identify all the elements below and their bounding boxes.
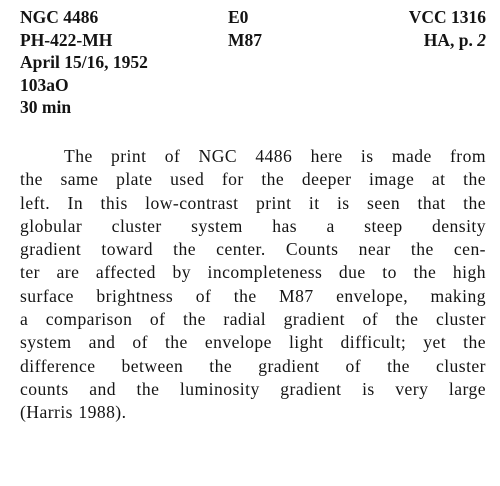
morphological-type: E0 xyxy=(228,7,249,27)
paragraph-line: gradient toward the center. Counts near the cen- xyxy=(20,239,486,260)
paragraph-line: ter are affected by incompleteness due to the high xyxy=(20,262,486,283)
header-row-4 xyxy=(20,74,486,97)
atlas-page-number: 2 xyxy=(477,29,486,50)
ngc-number: NGC 4486 xyxy=(20,7,99,27)
vcc-number: VCC 1316 xyxy=(408,7,486,27)
header-row-5 xyxy=(20,96,486,119)
paragraph-line: counts and the luminosity gradient is very large xyxy=(20,378,486,399)
observation-date: April 15/16, 1952 xyxy=(20,52,148,72)
exposure-time: 30 min xyxy=(20,97,72,117)
messier-number: M87 xyxy=(228,29,263,50)
header-row-3 xyxy=(20,51,486,74)
atlas-reference-prefix: HA, p. xyxy=(423,29,478,50)
paragraph-line: globular cluster system has a steep density xyxy=(20,215,486,236)
paragraph-line: left. In this low-contrast print it is seen that the xyxy=(20,192,486,213)
emulsion-type: 103aO xyxy=(20,74,69,95)
header-row-1 xyxy=(20,6,486,29)
paragraph-line: the same plate used for the deeper image at the xyxy=(20,169,486,190)
plate-number: PH-422-MH xyxy=(20,29,113,50)
paragraph-line: difference between the gradient of the cluster xyxy=(20,355,486,376)
paragraph-line: system and of the envelope light difficult; yet the xyxy=(20,332,486,353)
paragraph-line: surface brightness of the M87 envelope, making xyxy=(20,285,486,306)
header-row-2 xyxy=(20,29,486,52)
description-paragraph xyxy=(20,145,486,425)
paragraph-line: The print of NGC 4486 here is made from xyxy=(64,146,486,166)
plate-header xyxy=(20,6,486,119)
atlas-reference xyxy=(424,29,486,52)
paragraph-line: a comparison of the radial gradient of the cluster xyxy=(20,309,486,330)
paragraph-line: (Harris 1988). xyxy=(20,402,127,423)
